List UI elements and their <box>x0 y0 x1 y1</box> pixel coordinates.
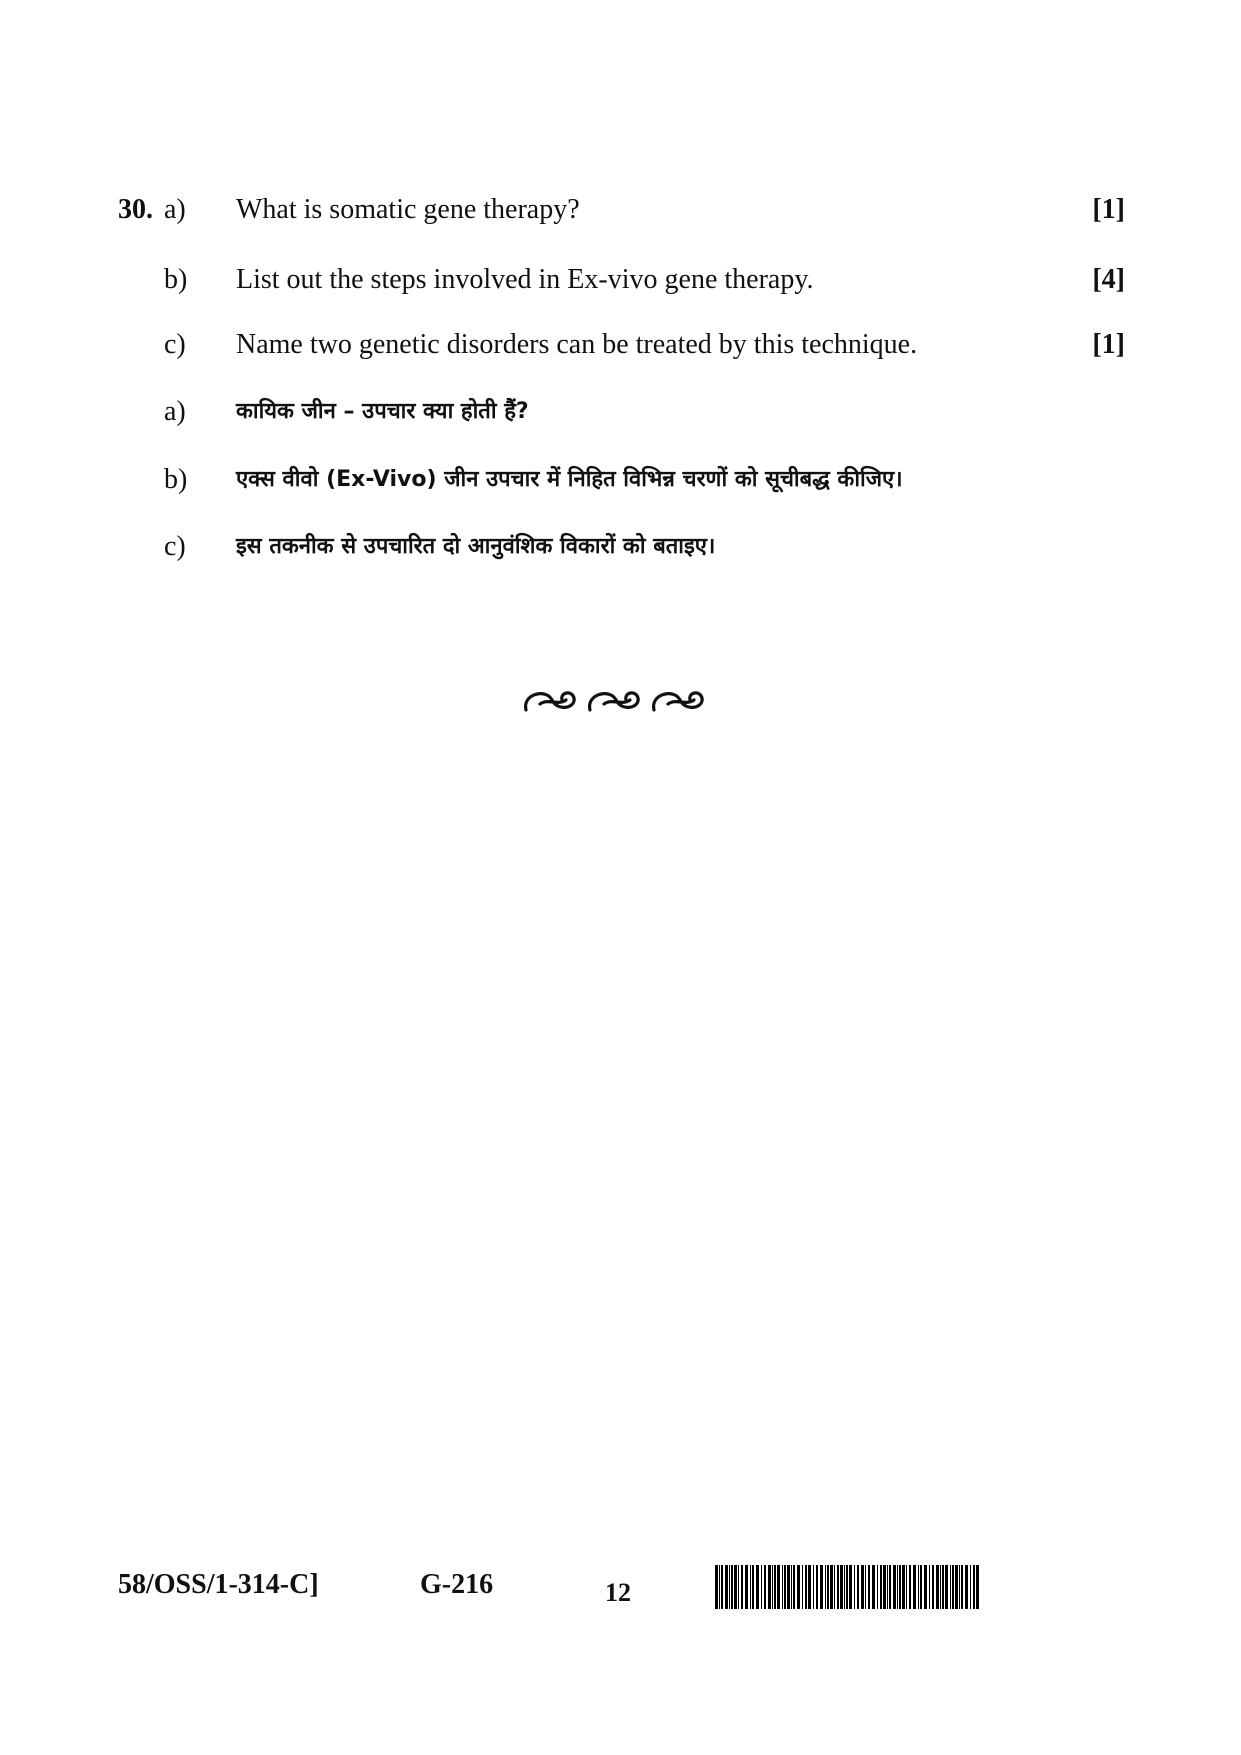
decorative-swirl-icon <box>518 670 718 730</box>
part-text: Name two genetic disorders can be treated by this technique. <box>236 329 918 360</box>
paper-code: 58/OSS/1-314-C] <box>118 1569 319 1600</box>
part-text: What is somatic gene therapy? <box>236 194 580 225</box>
part-label: b) <box>164 264 188 295</box>
question-part-b-hindi <box>0 455 1241 505</box>
part-label: a) <box>164 194 186 225</box>
question-part-a-english <box>0 185 1241 235</box>
marks: [1] <box>1092 194 1125 225</box>
part-text: List out the steps involved in Ex-vivo gene therapy. <box>236 264 814 295</box>
part-text-hindi: एक्स वीवो (Ex-Vivo) जीन उपचार में निहित विभिन्न चरणों को सूचीबद्ध कीजिए। <box>236 467 903 492</box>
series-code: G-216 <box>420 1569 494 1600</box>
question-part-c-english <box>0 320 1241 370</box>
part-label: b) <box>164 464 188 495</box>
part-label: c) <box>164 329 186 360</box>
part-label: a) <box>164 396 186 427</box>
barcode-icon <box>713 1565 983 1609</box>
part-text-hindi: इस तकनीक से उपचारित दो आनुवंशिक विकारों को बताइए। <box>236 534 716 559</box>
marks: [1] <box>1092 329 1125 360</box>
question-part-a-hindi <box>0 387 1241 437</box>
question-number: 30. <box>118 194 153 225</box>
marks: [4] <box>1092 264 1125 295</box>
part-text-hindi: कायिक जीन – उपचार क्या होती हैं? <box>236 399 529 424</box>
question-part-b-english <box>0 255 1241 305</box>
part-label: c) <box>164 531 186 562</box>
question-part-c-hindi <box>0 522 1241 572</box>
page-number: 12 <box>605 1578 631 1607</box>
